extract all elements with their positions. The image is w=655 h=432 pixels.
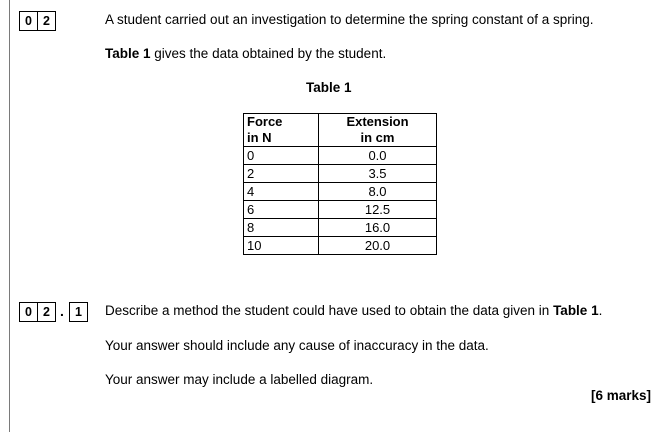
extension-cell: 8.0 [319, 183, 437, 201]
table-row [244, 219, 437, 237]
subquestion-part-box [69, 302, 88, 322]
question-digit: 0 [25, 14, 32, 28]
question-number-box [19, 11, 56, 31]
table-reference-bold: Table 1 [105, 46, 151, 61]
force-header-line1: Force [247, 114, 283, 129]
extension-header-line2: in cm [360, 130, 395, 145]
table-row [244, 201, 437, 219]
force-cell: 6 [244, 201, 319, 219]
extension-cell: 16.0 [319, 219, 437, 237]
force-cell: 4 [244, 183, 319, 201]
table-row [244, 147, 437, 165]
subquestion-instruction-2: Your answer may include a labelled diagram. [105, 372, 374, 387]
subquestion-separator: . [60, 303, 64, 319]
table-row [244, 183, 437, 201]
force-cell: 2 [244, 165, 319, 183]
prompt-start: Describe a method the student could have used to obtain the data given in [105, 303, 554, 318]
force-header [244, 114, 319, 147]
extension-cell: 3.5 [319, 165, 437, 183]
prompt-end: . [598, 303, 603, 318]
force-cell: 10 [244, 237, 319, 255]
subquestion-digit: 0 [25, 305, 32, 319]
force-cell: 0 [244, 147, 319, 165]
subquestion-instruction-1: Your answer should include any cause of inaccuracy in the data. [105, 338, 489, 353]
extension-cell: 20.0 [319, 237, 437, 255]
table-reference-line [105, 46, 386, 61]
table-row [244, 237, 437, 255]
table-row [244, 165, 437, 183]
table-caption: Table 1 [306, 80, 352, 95]
force-header-line2: in N [247, 130, 272, 145]
extension-cell: 12.5 [319, 201, 437, 219]
subquestion-part-digit: 1 [75, 305, 82, 319]
question-intro: A student carried out an investigation to determine the spring constant of a spring. [105, 12, 594, 27]
marks-label: [6 marks] [590, 388, 651, 403]
extension-header-line1: Extension [346, 114, 409, 129]
force-cell: 8 [244, 219, 319, 237]
prompt-bold: Table 1 [553, 303, 599, 318]
data-table [243, 113, 437, 255]
extension-cell: 0.0 [319, 147, 437, 165]
table-reference-rest: gives the data obtained by the student. [150, 46, 387, 61]
question-digit: 2 [37, 12, 55, 30]
subquestion-prompt [105, 303, 602, 318]
table-header-row [244, 114, 437, 147]
extension-header [319, 114, 437, 147]
page-margin-line [9, 0, 10, 432]
subquestion-number-box [19, 302, 56, 322]
subquestion-digit: 2 [37, 303, 55, 321]
